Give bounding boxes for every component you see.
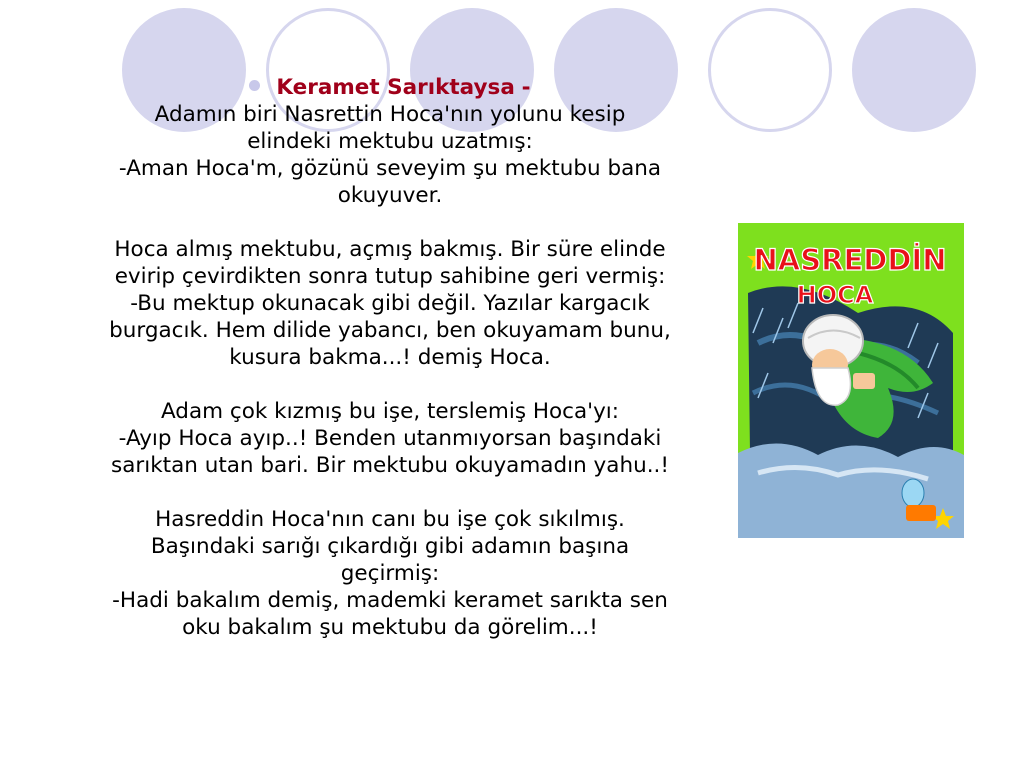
book-cover-image	[738, 223, 964, 538]
text-line: oku bakalım şu mektubu da görelim...!	[182, 615, 598, 640]
text-line: Adam çok kızmış bu işe, terslemiş Hoca'yı:	[160, 399, 620, 424]
title-separator: -	[521, 75, 531, 100]
text-line: sarıktan utan bari. Bir mektubu okuyamadın yahu..!	[111, 453, 669, 478]
text-line: elindeki mektubu uzatmış:	[247, 129, 533, 154]
text-line: burgacık. Hem dilide yabancı, ben okuyamam bunu,	[109, 318, 671, 343]
story-title: Keramet Sarıktaysa	[276, 75, 515, 100]
text-line: -Bu mektup okunacak gibi değil. Yazılar kargacık	[130, 291, 650, 316]
text-line: Hasreddin Hoca'nın canı bu işe çok sıkılmış.	[155, 507, 625, 532]
book-cover-illustration	[738, 223, 964, 538]
text-line: evirip çevirdikten sonra tutup sahibine geri vermiş:	[114, 264, 666, 289]
book-cover-title-line1: NASREDDİN	[753, 243, 947, 277]
text-line: -Ayıp Hoca ayıp..! Benden utanmıyorsan başındaki	[118, 426, 662, 451]
decorative-circle	[852, 8, 976, 132]
paragraph-gap	[40, 371, 740, 398]
text-line: okuyuver.	[337, 183, 443, 208]
text-line: -Aman Hoca'm, gözünü seveyim şu mektubu bana	[118, 156, 662, 181]
paragraph-gap	[40, 479, 740, 506]
text-line: Başındaki sarığı çıkardığı gibi adamın başına	[150, 534, 630, 559]
text-line: kusura bakma...! demiş Hoca.	[229, 345, 551, 370]
text-line: geçirmiş:	[340, 561, 440, 586]
paragraph-gap	[40, 209, 740, 236]
text-line: Hoca almış mektubu, açmış bakmış. Bir süre elinde	[114, 237, 666, 262]
story-text	[40, 74, 740, 641]
book-cover-title-line2: HOCA	[796, 281, 874, 309]
text-line: Adamın biri Nasrettin Hoca'nın yolunu kesip	[154, 102, 626, 127]
title-line	[40, 74, 740, 101]
bullet-icon	[249, 80, 260, 91]
text-line: -Hadi bakalım demiş, mademki keramet sarıkta sen	[112, 588, 668, 613]
